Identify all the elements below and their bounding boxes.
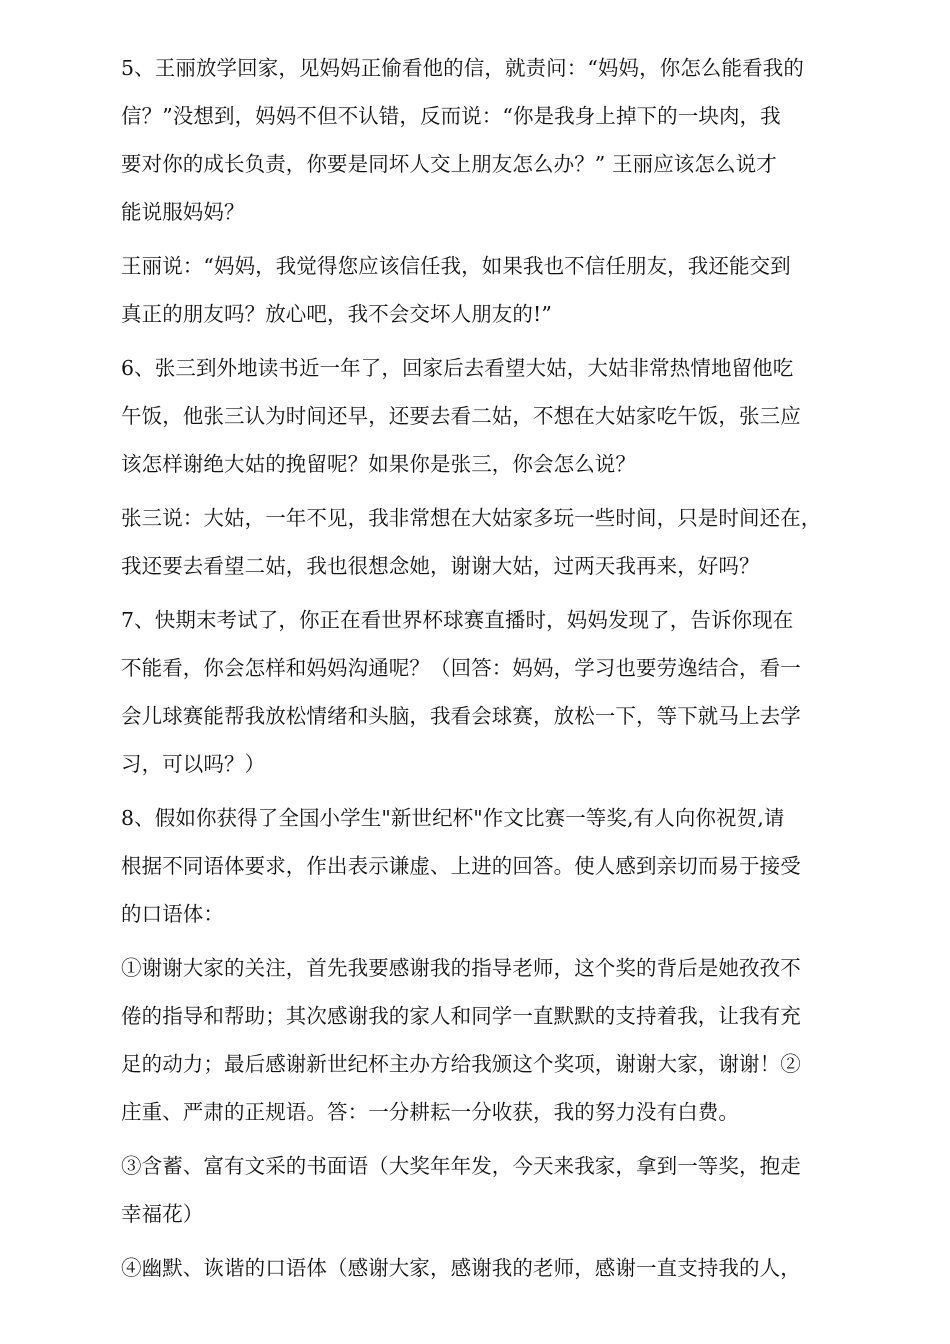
- text-line: 幸福花）: [121, 1202, 204, 1226]
- text-line: 7、快期末考试了，你正在看世界杯球赛直播时，妈妈发现了，告诉你现在: [121, 608, 794, 632]
- text-line: 午饭，他张三认为时间还早，还要去看二姑，不想在大姑家吃午饭，张三应: [121, 404, 801, 428]
- text-line: 习，可以吗？）: [121, 752, 266, 776]
- text-line: 该怎样谢绝大姑的挽留呢？如果你是张三，你会怎么说？: [121, 452, 636, 476]
- text-line: 会儿球赛能帮我放松情绪和头脑，我看会球赛，放松一下，等下就马上去学: [121, 704, 801, 728]
- text-line: ③含蓄、富有文采的书面语（大奖年年发，今天来我家，拿到一等奖，抱走: [121, 1154, 801, 1178]
- text-line: 能说服妈妈？: [121, 200, 245, 224]
- text-line: 张三说：大姑，一年不见，我非常想在大姑家多玩一些时间，只是时间还在，: [121, 506, 822, 530]
- text-line: 我还要去看望二姑，我也很想念她，谢谢大姑，过两天我再来，好吗？: [121, 554, 760, 578]
- text-line: ④幽默、诙谐的口语体（感谢大家，感谢我的老师，感谢一直支持我的人，: [121, 1256, 801, 1280]
- text-line: ①谢谢大家的关注，首先我要感谢我的指导老师，这个奖的背后是她孜孜不: [121, 956, 801, 980]
- text-line: 庄重、严肃的正规语。答：一分耕耘一分收获，我的努力没有白费。: [121, 1100, 739, 1124]
- text-line: 6、张三到外地读书近一年了，回家后去看望大姑，大姑非常热情地留他吃: [121, 356, 794, 380]
- text-line: 根据不同语体要求，作出表示谦虚、上进的回答。使人感到亲切而易于接受: [121, 854, 801, 878]
- text-line: 的口语体：: [121, 902, 224, 926]
- text-line: 真正的朋友吗？放心吧，我不会交坏人朋友的!”: [121, 302, 552, 326]
- text-line: 要对你的成长负责，你要是同坏人交上朋友怎么办？” 王丽应该怎么说才: [121, 152, 777, 176]
- text-line: 王丽说：“妈妈，我觉得您应该信任我，如果我也不信任朋友，我还能交到: [121, 254, 791, 278]
- text-line: 不能看，你会怎样和妈妈沟通呢？（回答：妈妈，学习也要劳逸结合，看一: [121, 656, 801, 680]
- text-line: 8、假如你获得了全国小学生"新世纪杯"作文比赛一等奖,有人向你祝贺,请: [121, 806, 785, 830]
- text-line: 5、王丽放学回家，见妈妈正偷看他的信，就责问：“妈妈，你怎么能看我的: [121, 56, 804, 80]
- text-line: 足的动力；最后感谢新世纪杯主办方给我颁这个奖项，谢谢大家，谢谢！②: [121, 1052, 801, 1076]
- text-line: 信？”没想到，妈妈不但不认错，反而说：“你是我身上掉下的一块肉，我: [121, 104, 781, 128]
- text-line: 倦的指导和帮助；其次感谢我的家人和同学一直默默的支持着我，让我有充: [121, 1004, 801, 1028]
